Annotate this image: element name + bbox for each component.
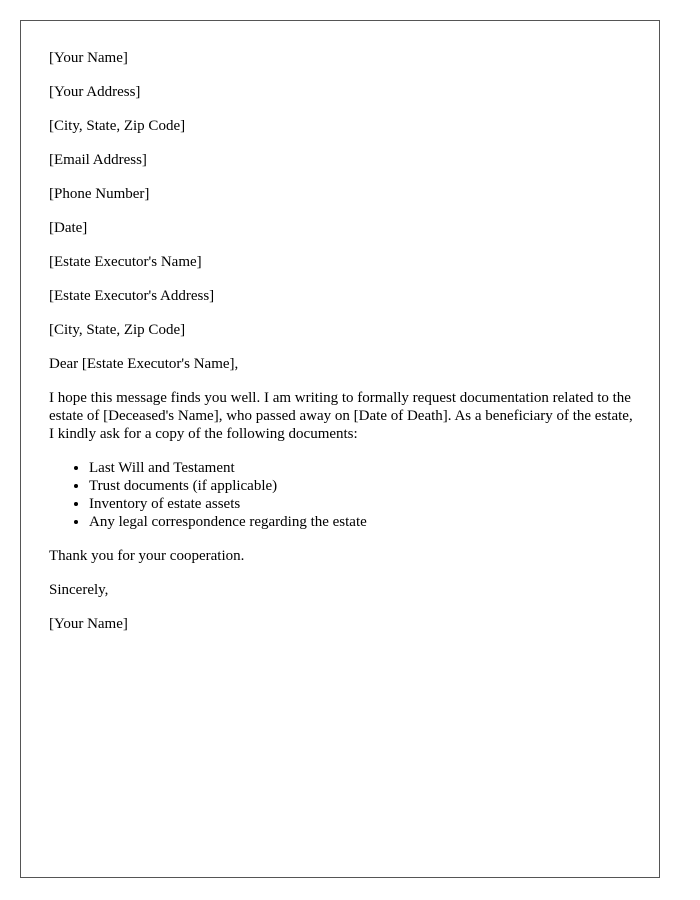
- sender-name: [Your Name]: [49, 50, 128, 66]
- document-list: [49, 459, 635, 531]
- salutation: Dear [Estate Executor's Name],: [49, 356, 239, 372]
- list-item: • Trust documents (if applicable): [89, 477, 635, 495]
- sender-address: [Your Address]: [49, 84, 141, 100]
- list-item: • Any legal correspondence regarding the estate: [89, 513, 635, 531]
- letter-body: [49, 49, 635, 649]
- closing: Sincerely,: [49, 582, 109, 598]
- list-item: • Last Will and Testament: [89, 459, 635, 477]
- letter-date: [Date]: [49, 220, 88, 236]
- sender-city-state-zip: [City, State, Zip Code]: [49, 118, 186, 134]
- list-item: • Inventory of estate assets: [89, 495, 635, 513]
- recipient-name: [Estate Executor's Name]: [49, 254, 202, 270]
- letter-page: [20, 20, 660, 878]
- request-paragraph: I hope this message finds you well. I am writing to formally request documentation related to the estate of [Deceased's Name], who passed away on [Date of Death]. As a beneficiary of the estate, I kindly ask for a copy of the following documents:: [49, 390, 633, 442]
- recipient-city-state-zip: [City, State, Zip Code]: [49, 322, 186, 338]
- signature-name: [Your Name]: [49, 616, 128, 632]
- sender-email: [Email Address]: [49, 152, 147, 168]
- recipient-address: [Estate Executor's Address]: [49, 288, 215, 304]
- thanks-line: Thank you for your cooperation.: [49, 548, 245, 564]
- sender-phone: [Phone Number]: [49, 186, 150, 202]
